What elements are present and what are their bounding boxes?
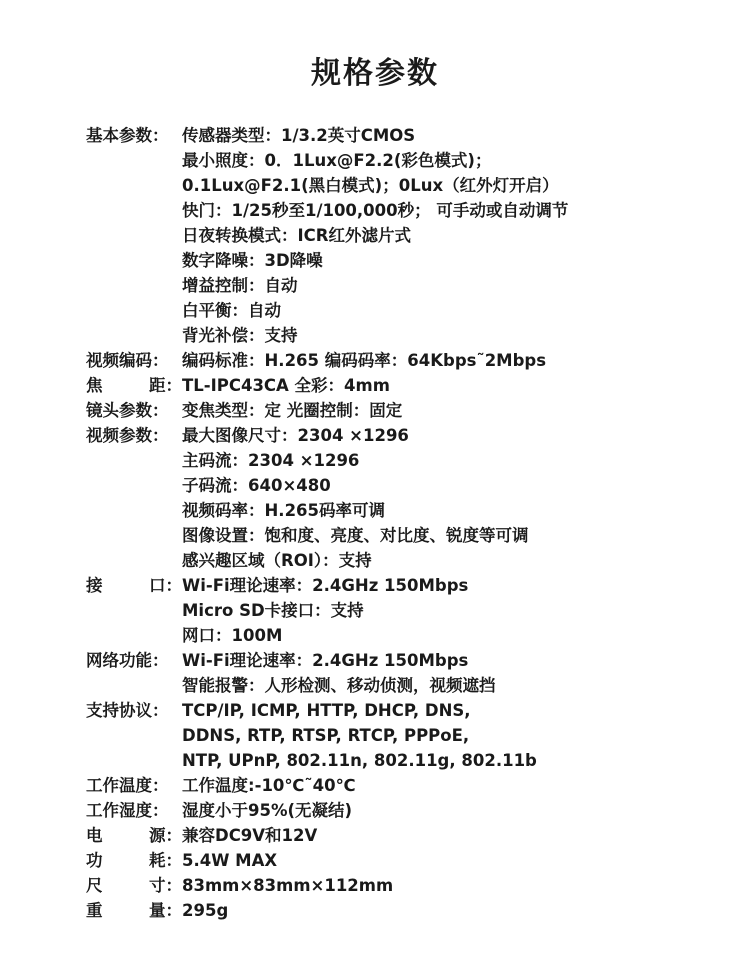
spec-value: 子码流：640×480 xyxy=(182,476,331,495)
spec-value: Micro SD卡接口：支持 xyxy=(182,601,364,620)
spec-value: 工作温度:-10℃˜40℃ xyxy=(182,776,356,795)
spec-label-part: 重 xyxy=(86,901,103,920)
spec-label xyxy=(86,573,182,598)
spec-label-part: 功 xyxy=(86,851,103,870)
spec-label: 工作温度： xyxy=(86,776,169,795)
spec-label: 视频编码： xyxy=(86,351,169,370)
spec-row xyxy=(86,398,736,423)
spec-label xyxy=(86,373,182,398)
spec-value: 快门：1/25秒至1/100,000秒； 可手动或自动调节 xyxy=(182,201,569,220)
spec-value: TCP/IP, ICMP, HTTP, DHCP, DNS, xyxy=(182,701,471,720)
spec-value: 最小照度：0．1Lux@F2.2(彩色模式)； xyxy=(182,151,492,170)
spec-row xyxy=(86,848,736,873)
spec-value: 感兴趣区域（ROI）：支持 xyxy=(182,551,372,570)
spec-value: 智能报警：人形检测、移动侦测，视频遮挡 xyxy=(182,676,496,695)
spec-row xyxy=(86,148,736,173)
spec-row xyxy=(86,373,736,398)
spec-row xyxy=(86,348,736,373)
page-title: 规格参数 xyxy=(311,56,439,91)
spec-row xyxy=(86,498,736,523)
spec-value: Wi-Fi理论速率：2.4GHz 150Mbps xyxy=(182,651,469,670)
spec-label xyxy=(86,823,182,848)
spec-label-part: 接 xyxy=(86,576,103,595)
spec-row xyxy=(86,473,736,498)
spec-label: 支持协议： xyxy=(86,701,169,720)
spec-row xyxy=(86,273,736,298)
spec-value: 变焦类型：定 光圈控制：固定 xyxy=(182,401,403,420)
spec-value: 5.4W MAX xyxy=(182,851,278,870)
spec-row xyxy=(86,748,736,773)
spec-value: Wi-Fi理论速率：2.4GHz 150Mbps xyxy=(182,576,469,595)
spec-label-part: 距： xyxy=(149,376,182,395)
spec-value: 增益控制：自动 xyxy=(182,276,298,295)
spec-label xyxy=(86,848,182,873)
spec-value: 83mm×83mm×112mm xyxy=(182,876,394,895)
spec-row xyxy=(86,523,736,548)
spec-label-part: 尺 xyxy=(86,876,103,895)
spec-row xyxy=(86,123,736,148)
spec-value: TL-IPC43CA 全彩：4mm xyxy=(182,376,390,395)
spec-value: 主码流：2304 ×1296 xyxy=(182,451,360,470)
spec-row xyxy=(86,698,736,723)
spec-value: 网口：100M xyxy=(182,626,283,645)
spec-value: 视频码率：H.265码率可调 xyxy=(182,501,386,520)
spec-row xyxy=(86,223,736,248)
spec-value: 0.1Lux@F2.1(黑白模式)；0Lux（红外灯开启） xyxy=(182,176,559,195)
spec-value: 图像设置：饱和度、亮度、对比度、锐度等可调 xyxy=(182,526,529,545)
spec-label: 视频参数： xyxy=(86,426,169,445)
spec-label xyxy=(86,873,182,898)
spec-label-part: 源： xyxy=(149,826,182,845)
spec-label-part: 口： xyxy=(149,576,182,595)
spec-row xyxy=(86,898,736,923)
spec-label: 网络功能： xyxy=(86,651,169,670)
spec-row xyxy=(86,573,736,598)
spec-value: 白平衡：自动 xyxy=(182,301,281,320)
spec-row xyxy=(86,648,736,673)
spec-label xyxy=(86,898,182,923)
spec-row xyxy=(86,198,736,223)
spec-value: 295g xyxy=(182,901,229,920)
spec-row xyxy=(86,323,736,348)
spec-row xyxy=(86,673,736,698)
spec-value: 最大图像尺寸：2304 ×1296 xyxy=(182,426,409,445)
spec-row xyxy=(86,548,736,573)
spec-value: 传感器类型：1/3.2英寸CMOS xyxy=(182,126,416,145)
spec-value: 日夜转换模式：ICR红外滤片式 xyxy=(182,226,411,245)
spec-row xyxy=(86,598,736,623)
spec-label-part: 焦 xyxy=(86,376,103,395)
spec-value: 兼容DC9V和12V xyxy=(182,826,318,845)
spec-value: DDNS, RTP, RTSP, RTCP, PPPoE, xyxy=(182,726,470,745)
spec-label-part: 量： xyxy=(149,901,182,920)
spec-list xyxy=(86,123,736,923)
spec-label-part: 电 xyxy=(86,826,103,845)
spec-value: 数字降噪：3D降噪 xyxy=(182,251,323,270)
spec-value: 湿度小于95%(无凝结) xyxy=(182,801,353,820)
spec-label-part: 寸： xyxy=(149,876,182,895)
spec-value: 背光补偿：支持 xyxy=(182,326,298,345)
spec-label: 工作湿度： xyxy=(86,801,169,820)
spec-row xyxy=(86,873,736,898)
spec-row xyxy=(86,798,736,823)
spec-value: NTP, UPnP, 802.11n, 802.11g, 802.11b xyxy=(182,751,537,770)
spec-row xyxy=(86,823,736,848)
spec-row xyxy=(86,423,736,448)
spec-row xyxy=(86,723,736,748)
spec-value: 编码标准：H.265 编码码率：64Kbps˜2Mbps xyxy=(182,351,547,370)
spec-row xyxy=(86,298,736,323)
spec-label-part: 耗： xyxy=(149,851,182,870)
spec-row xyxy=(86,773,736,798)
spec-row xyxy=(86,248,736,273)
spec-row xyxy=(86,623,736,648)
spec-label: 基本参数： xyxy=(86,126,169,145)
spec-row xyxy=(86,173,736,198)
spec-label: 镜头参数： xyxy=(86,401,169,420)
spec-row xyxy=(86,448,736,473)
